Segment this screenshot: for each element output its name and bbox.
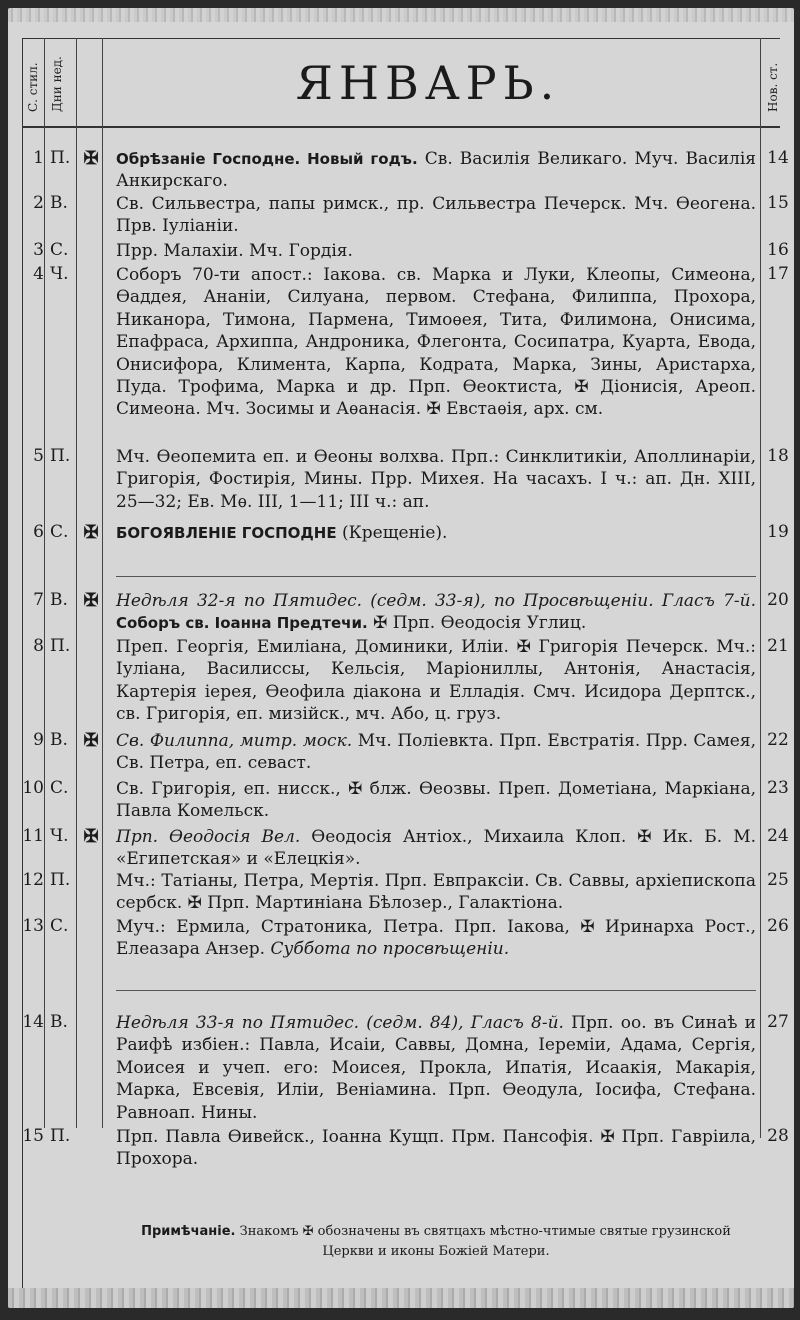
column-rule xyxy=(76,38,77,583)
saints-list: Преп. Георгія, Емиліана, Доминики, Иліи. ✠ Григорія Печерск. Мч.: Іуліана, Василиссы, Кельсія, Маріониллы, Антонія, Анастасія, Картерія іерея, Ѳеофила діакона и Елладія. Смч. Исидора Дерптск., св. Григорія, еп. мизійск., мч. Або, ц. груз. xyxy=(116,637,756,725)
new-style-date: 16 xyxy=(767,240,789,260)
column-rule xyxy=(760,38,761,1138)
saints-list: Мч.: Татіаны, Петра, Мертія. Прп. Евпраксіи. Св. Саввы, архіепископа сербск. ✠ Прп. Мартиніана Бѣлозер., Галактіона. xyxy=(116,871,756,914)
saints-list: Мч. Поліевкта. Прп. Евстратія. Прр. Самея, Св. Петра, еп. севаст. xyxy=(116,731,756,774)
saints-list: (Крещеніе). xyxy=(336,523,448,543)
page-edge-bottom xyxy=(8,1288,794,1308)
day-text xyxy=(116,193,756,238)
day-number: 14 xyxy=(22,1012,44,1032)
day-text xyxy=(116,590,756,635)
weekday: П. xyxy=(50,446,71,466)
day-text xyxy=(116,446,756,513)
day-text xyxy=(116,240,756,262)
day-number: 5 xyxy=(33,446,44,466)
weekday: П. xyxy=(50,870,71,890)
day-text xyxy=(116,148,756,193)
new-style-date: 22 xyxy=(767,730,789,750)
new-style-date: 24 xyxy=(767,826,789,846)
saints-list: Мч. Ѳеопемита еп. и Ѳеоны волхва. Прп.: Синклитикіи, Аполлинаріи, Григорія, Фостирія, Мины. Прр. Михея. На часахъ. I ч.: ап. Дн. XIII, 25—32; Ев. Мѳ. III, 1—11; III ч.: ап. xyxy=(116,447,756,512)
column-header-weekday: Дни нед. xyxy=(50,56,64,112)
new-style-date: 23 xyxy=(767,778,789,798)
day-number: 11 xyxy=(22,826,44,846)
saints-list: Прп. оо. въ Синаѣ и Раифѣ избіен.: Павла, Исаіи, Саввы, Домна, Іереміи, Адама, Сергія, Моисея и учеп. его: Моисея, Прокла, Ипатія, Исаакія, Макарія, Марка, Евсевія, Иліи, Веніамина. Прп. Ѳеодула, Іосифа, Стефана. Равноап. Нины. xyxy=(116,1013,756,1123)
day-text xyxy=(116,916,756,961)
week-separator xyxy=(116,990,756,991)
weekday: В. xyxy=(50,1012,68,1032)
column-header-new-style: Нов. ст. xyxy=(766,62,780,112)
new-style-date: 26 xyxy=(767,916,789,936)
day-number: 8 xyxy=(33,636,44,656)
day-text xyxy=(116,778,756,823)
day-number: 2 xyxy=(33,193,44,213)
weekday: В. xyxy=(50,730,68,750)
weekday: Ч. xyxy=(50,826,69,846)
day-text xyxy=(116,730,756,775)
cross-icon: ✠ xyxy=(83,148,99,169)
feast-title: Соборъ св. Іоанна Предтечи. xyxy=(116,614,368,633)
saints-list: Соборъ 70-ти апост.: Іакова. св. Марка и Луки, Клеопы, Симеона, Ѳаддея, Ананіи, Силуана, первом. Стефана, Филиппа, Прохора, Никанора, Тимона, Пармена, Тимоѳея, Тита, Филимона, Онисима, Епафраса, Архиппа, Андроника, Флегонта, Сосипатра, Куарта, Еводa, Онисифора, Климента, Карпа, Кодрата, Марка, Зины, Аристарха, Пуда. Трофима, Марка и др. Прп. Ѳеоктиста, ✠ Діонисія, Ареоп. Симеона. Мч. Зосимы и Аѳанасія. ✠ Евстаѳія, арх. см. xyxy=(116,265,756,420)
column-rule xyxy=(102,38,103,583)
saints-list: Св. Сильвестра, папы римск., пр. Сильвестра Печерск. Мч. Ѳеогена. Прв. Іуліаніи. xyxy=(116,194,756,237)
feast-title: Прп. Ѳеодосія Вел. xyxy=(116,827,301,847)
weekday: С. xyxy=(50,522,69,542)
saints-list: Прп. Павла Ѳивейск., Іоанна Кущп. Прм. Пансофія. ✠ Прп. Гавріила, Прохора. xyxy=(116,1127,756,1170)
day-number: 6 xyxy=(33,522,44,542)
day-text xyxy=(116,1012,756,1124)
sunday-title: Недѣля 33-я по Пятидес. (седм. 84), Гласъ 8-й. xyxy=(116,1013,564,1033)
frame-left-rule xyxy=(22,38,23,1288)
day-text xyxy=(116,636,756,726)
weekday: С. xyxy=(50,916,69,936)
day-text xyxy=(116,264,756,421)
new-style-date: 15 xyxy=(767,193,789,213)
week-separator xyxy=(116,576,756,577)
saturday-note: Суббота по просвѣщеніи. xyxy=(265,939,510,960)
saints-list: ✠ Прп. Ѳеодосія Углиц. xyxy=(367,613,587,634)
weekday: П. xyxy=(50,1126,71,1146)
new-style-date: 27 xyxy=(767,1012,789,1032)
calendar-page xyxy=(8,8,794,1308)
saints-list: Муч.: Ермила, Стратоника, Петра. Прп. Іакова, ✠ Иринарха Рост., Елеазара Анзер. xyxy=(116,917,756,960)
footnote-label: Примѣчаніе. xyxy=(141,1224,236,1239)
column-rule xyxy=(44,568,45,1128)
day-number: 13 xyxy=(22,916,44,936)
weekday: С. xyxy=(50,778,69,798)
weekday: Ч. xyxy=(50,264,69,284)
cross-icon: ✠ xyxy=(83,730,99,751)
saints-list: Св. Василія Великаго. Муч. Василія Анкирскаго. xyxy=(116,149,756,192)
column-header-old-style: С. стил. xyxy=(26,62,40,112)
feast-title: БОГОЯВЛЕНІЕ ГОСПОДНЕ xyxy=(116,524,337,542)
day-number: 4 xyxy=(33,264,44,284)
new-style-date: 28 xyxy=(767,1126,789,1146)
column-rule xyxy=(102,568,103,1128)
day-number: 10 xyxy=(22,778,44,798)
feast-title: Обрѣзаніе Господне. Новый годъ. xyxy=(116,150,418,168)
month-title: ЯНВАРЬ. xyxy=(295,56,561,110)
day-text xyxy=(116,1126,756,1171)
cross-icon: ✠ xyxy=(83,826,99,847)
new-style-date: 25 xyxy=(767,870,789,890)
column-rule xyxy=(44,38,45,583)
weekday: В. xyxy=(50,590,68,610)
sunday-title: Недѣля 32-я по Пятидес. (седм. 33-я), по Просвѣщеніи. Гласъ 7-й. xyxy=(116,591,756,611)
new-style-date: 20 xyxy=(767,590,789,610)
day-text xyxy=(116,826,756,871)
day-number: 7 xyxy=(33,590,44,610)
cross-icon: ✠ xyxy=(83,590,99,611)
page-edge-top xyxy=(8,8,794,22)
weekday: С. xyxy=(50,240,69,260)
weekday: В. xyxy=(50,193,68,213)
day-number: 1 xyxy=(33,148,44,168)
feast-title: Св. Филиппа, митр. моск. xyxy=(116,731,353,751)
weekday: П. xyxy=(50,148,71,168)
day-text xyxy=(116,522,756,544)
weekday: П. xyxy=(50,636,71,656)
day-number: 15 xyxy=(22,1126,44,1146)
saints-list: Св. Григорія, еп. нисск., ✠ блж. Ѳеозвы. Преп. Дометіана, Маркіана, Павла Комельск. xyxy=(116,779,756,822)
day-number: 12 xyxy=(22,870,44,890)
saints-list: Ѳеодосія Антіох., Михаила Клоп. ✠ Ик. Б. М. «Египетская» и «Елецкія». xyxy=(116,827,757,870)
cross-icon: ✠ xyxy=(83,522,99,543)
new-style-date: 17 xyxy=(767,264,789,284)
frame-top-rule xyxy=(22,38,780,39)
footnote-text: Знакомъ ✠ обозначены въ святцахъ мѣстно-чтимые святые грузинской Церкви и иконы Божіей Матери. xyxy=(235,1224,731,1259)
footnote xyxy=(116,1222,756,1262)
day-number: 3 xyxy=(33,240,44,260)
day-number: 9 xyxy=(33,730,44,750)
column-rule xyxy=(76,568,77,1128)
new-style-date: 21 xyxy=(767,636,789,656)
new-style-date: 18 xyxy=(767,446,789,466)
day-text xyxy=(116,870,756,915)
new-style-date: 19 xyxy=(767,522,789,542)
new-style-date: 14 xyxy=(767,148,789,168)
saints-list: Прр. Малахіи. Мч. Гордія. xyxy=(116,241,353,261)
header-rule xyxy=(22,126,780,128)
